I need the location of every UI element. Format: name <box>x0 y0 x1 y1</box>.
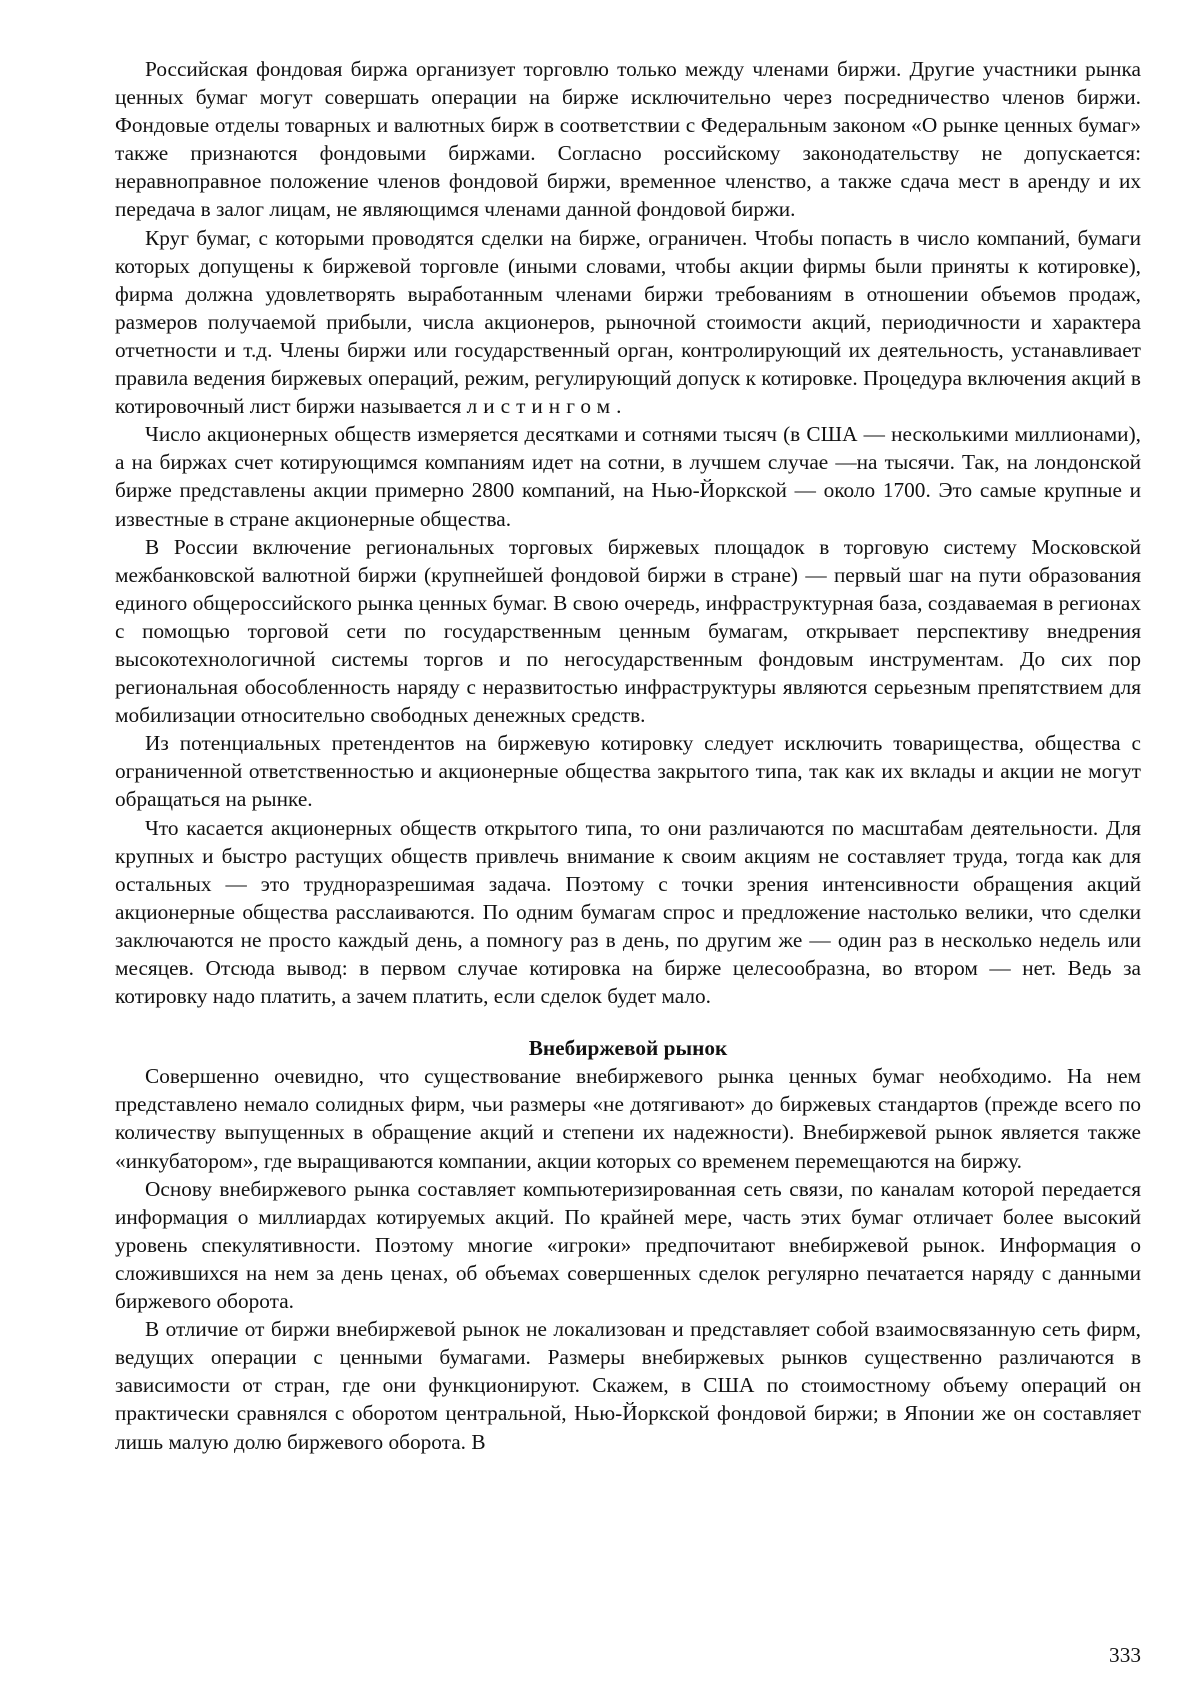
listing-term: листингом <box>466 394 617 419</box>
listing-text: Круг бумаг, с которыми проводятся сделки на бирже, ограничен. Чтобы попасть в число компаний, бумаги которых допущены к биржевой торговле (иными словами, чтобы акции фирмы были приняты к котировке), фирма должна удовлетворять выработанным членами биржи требованиям в отношении объемов продаж, размеров получаемой прибыли, числа акционеров, рыночной стоимости акций, периодичности и характера отчетности и т.д. Члены биржи или государственный орган, контролирующий их деятельность, устанавливает правила ведения биржевых операций, режим, регулирующий допуск к котировке. Процедура включения акций в котировочный лист биржи называется <box>115 225 1141 419</box>
section-heading-otc-market: Внебиржевой рынок <box>528 1036 728 1061</box>
document-page <box>115 55 1141 1456</box>
paragraph-otc-network: Основу внебиржевого рынка составляет компьютеризированная сеть связи, по каналам которой передается информация о миллиардах котируемых акций. По крайней мере, часть этих бумаг отличает более высокий уровень спекулятивности. Поэтому многие «игроки» предпочитают внебиржевой рынок. Информация о сложившихся на нем за день ценах, об объемах совершенных сделок регулярно печатается наряду с данными биржевого оборота. <box>115 1176 1141 1314</box>
paragraph-excluded-entities: Из потенциальных претендентов на биржевую котировку следует исключить товарищества, общества с ограниченной ответственностью и акционерные общества закрытого типа, так как их вклады и акции не могут обращаться на рынке. <box>115 731 1141 812</box>
paragraph-listing <box>115 224 1141 421</box>
paragraph-otc-necessity: Совершенно очевидно, что существование внебиржевого рынка ценных бумаг необходимо. На нем представлено немало солидных фирм, чьи размеры «не дотягивают» до биржевых стандартов (прежде всего по количеству выпущенных в обращение акций и степени их надежности). Внебиржевой рынок является также «инкубатором», где выращиваются компании, акции которых со временем перемещаются на биржу. <box>115 1064 1141 1173</box>
paragraph-otc-countries: В отличие от биржи внебиржевой рынок не локализован и представляет собой взаимосвязанную сеть фирм, ведущих операции с ценными бумагами. Размеры внебиржевых рынков существенно различаются в зависимости от стран, где они функционируют. Скажем, в США по стоимостному объему операций он практически сравнялся с оборотом центральной, Нью-Йоркской фондовой биржи; в Японии же он составляет лишь малую долю биржевого оборота. В <box>115 1317 1141 1454</box>
paragraph-russia-regions: В России включение региональных торговых биржевых площадок в торговую систему Московской межбанковской валютной биржи (крупнейшей фондовой биржи в стране) — первый шаг на пути образования единого общероссийского рынка ценных бумаг. В свою очередь, инфраструктурная база, создаваемая в регионах с помощью торговой сети по государственным ценным бумагам, открывает перспективу внедрения высокотехнологичной системы торгов и по негосударственным фондовым инструментам. До сих пор региональная обособленность наряду с неразвитостью инфраструктуры являются серьезным препятствием для мобилизации относительно свободных денежных средств. <box>115 534 1141 728</box>
listing-end: . <box>616 394 622 419</box>
paragraph-exchange-membership: Российская фондовая биржа организует торговлю только между членами биржи. Другие участники рынка ценных бумаг могут совершать операции на бирже исключительно через посредничество членов биржи. Фондовые отделы товарных и валютных бирж в соответствии с Федеральным законом «О рынке ценных бумаг» также признаются фондовыми биржами. Согласно российскому законодательству не допускается: неравноправное положение членов фондовой биржи, временное членство, а также сдача мест в аренду и их передача в залог лицам, не являющимся членами данной фондовой биржи. <box>115 57 1141 222</box>
paragraph-open-companies: Что касается акционерных обществ открытого типа, то они различаются по масштабам деятельности. Для крупных и быстро растущих обществ привлечь внимание к своим акциям не составляет труда, тогда как для остальных — это трудноразрешимая задача. Поэтому с точки зрения интенсивности обращения акций акционерные общества расслаиваются. По одним бумагам спрос и предложение настолько велики, что сделки заключаются не просто каждый день, а помногу раз в день, по другим же — один раз в несколько недель или месяцев. Отсюда вывод: в первом случае котировка на бирже целесообразна, во втором — нет. Ведь за котировку надо платить, а зачем платить, если сделок будет мало. <box>115 815 1141 1009</box>
page-number: 333 <box>1109 1643 1141 1667</box>
paragraph-company-counts: Число акционерных обществ измеряется десятками и сотнями тысяч (в США — несколькими миллионами), а на биржах счет котирующимся компаниям идет на сотни, в лучшем случае —на тысячи. Так, на лондонской бирже представлены акции примерно 2800 компаний, на Нью-Йоркской — около 1700. Это самые крупные и известные в стране акционерные общества. <box>115 422 1141 531</box>
